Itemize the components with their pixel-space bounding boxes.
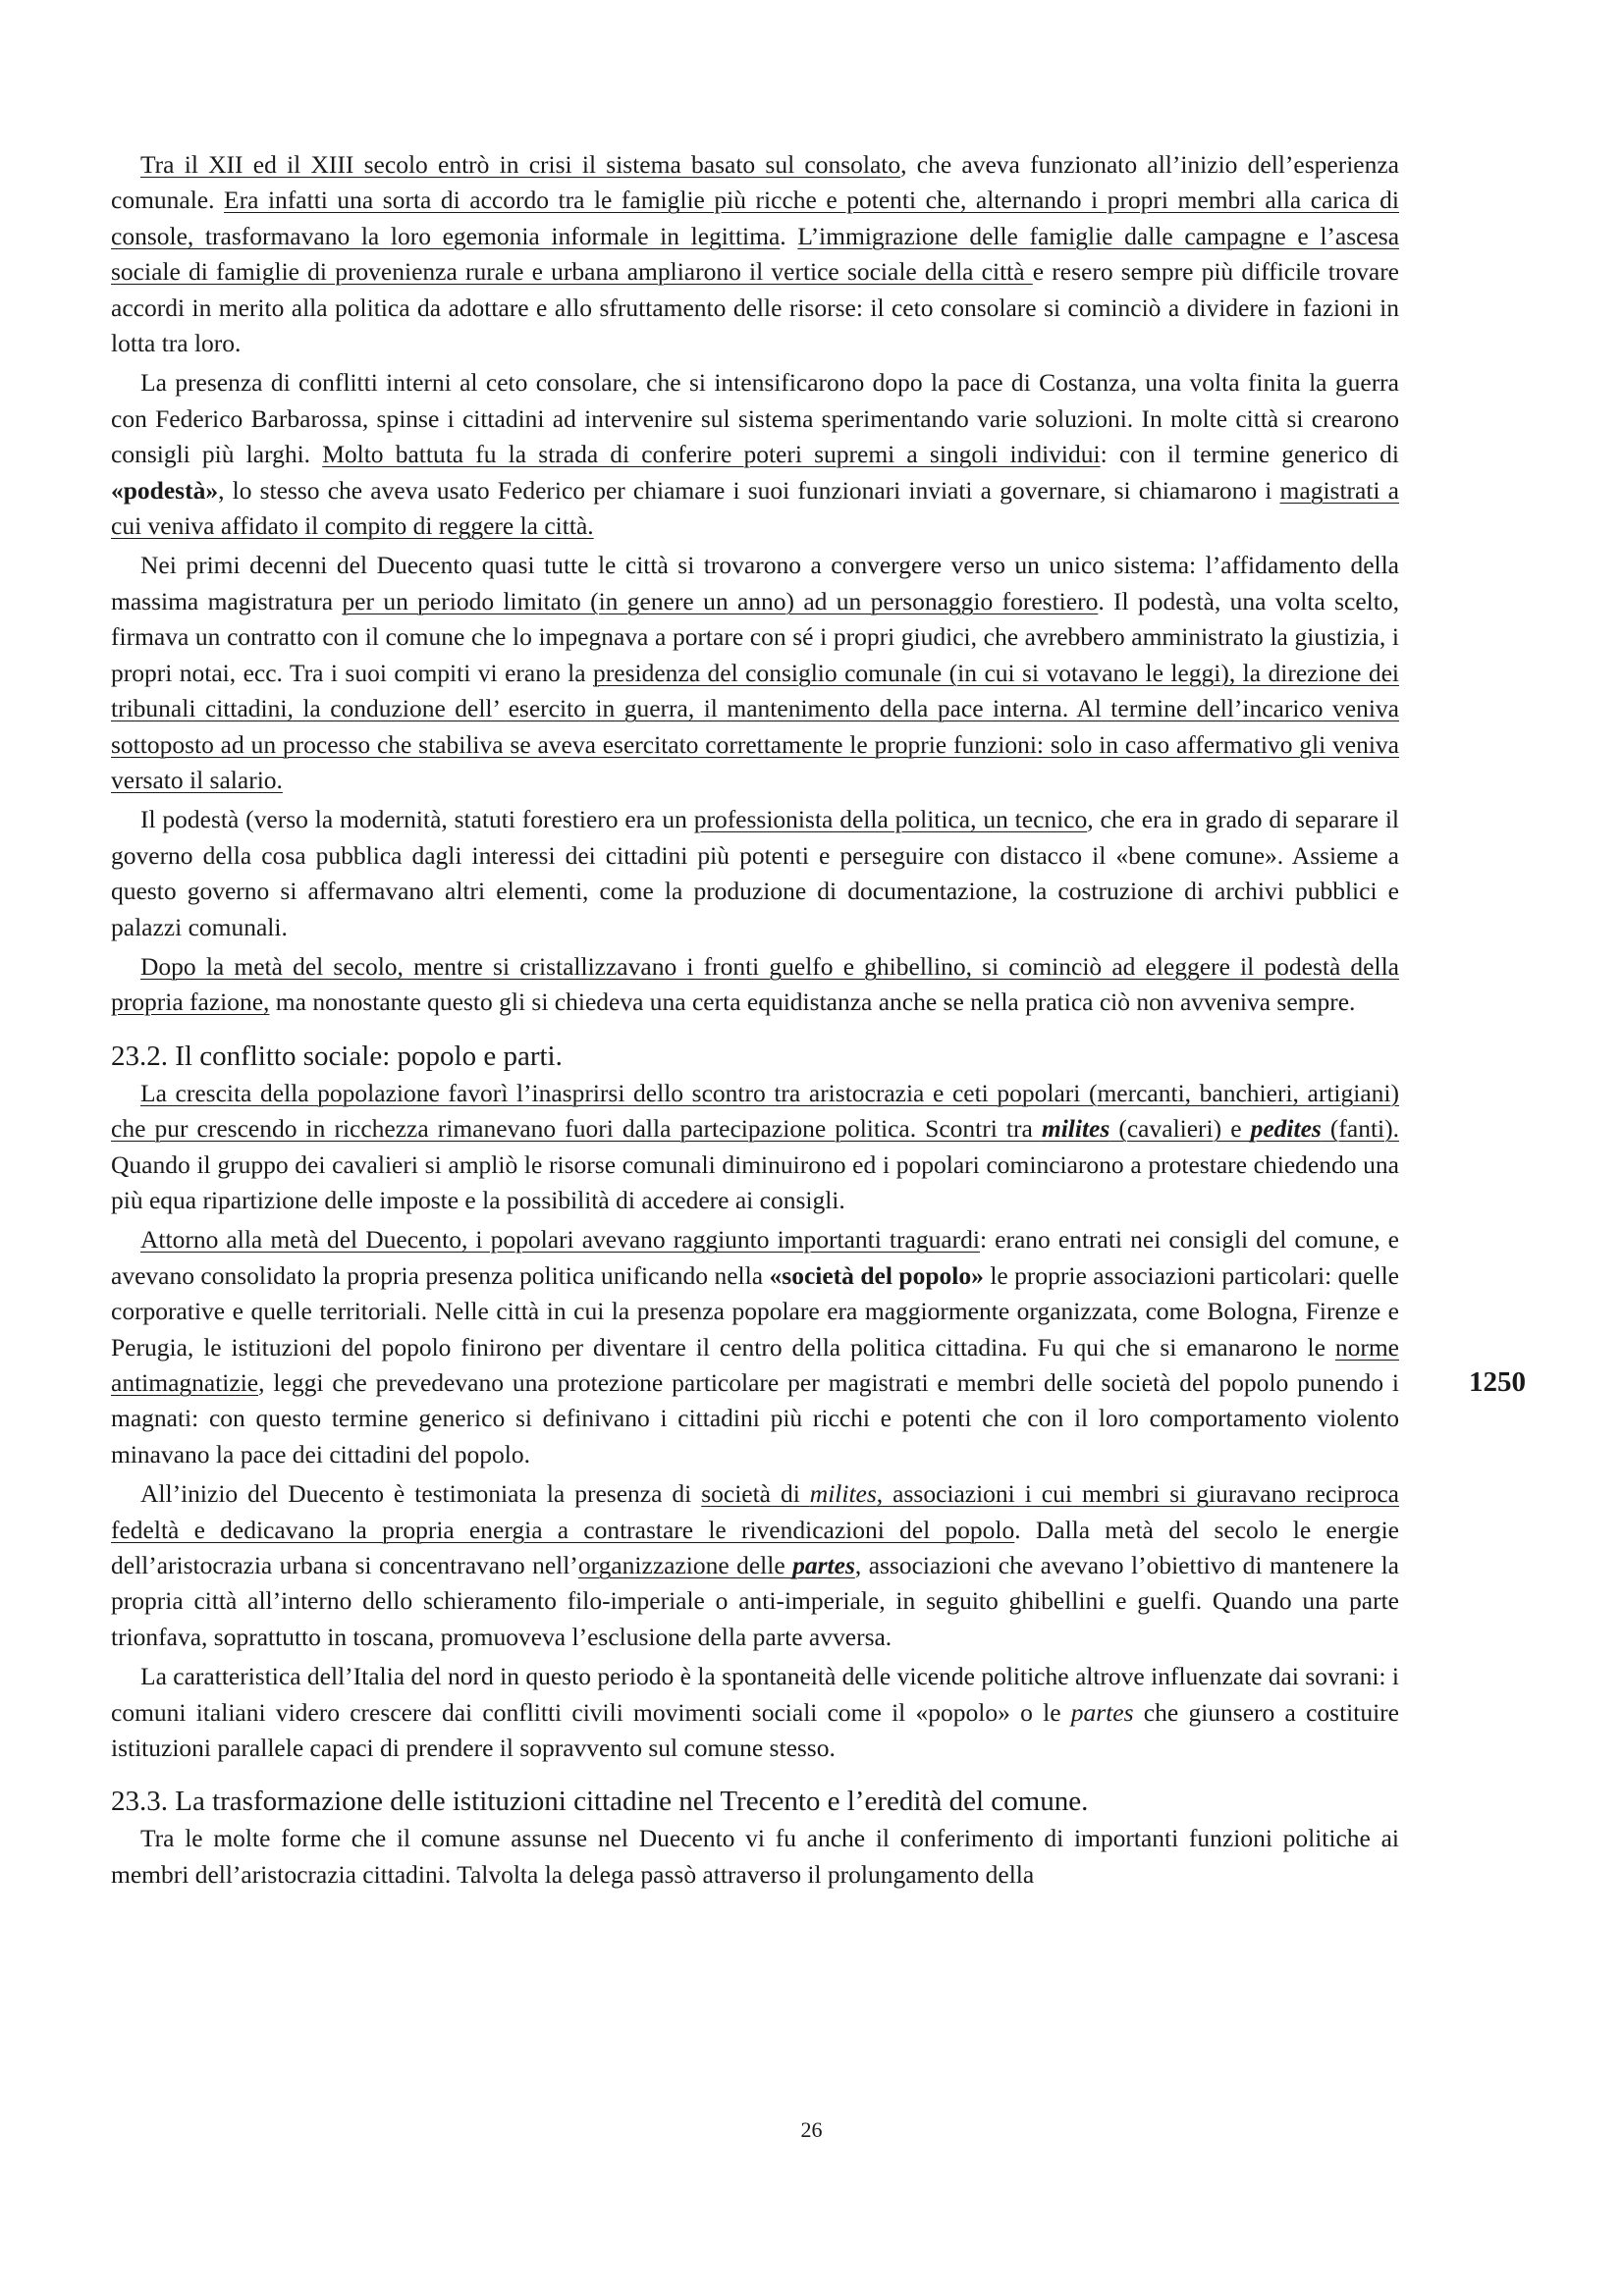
paragraph bbox=[111, 548, 1399, 798]
text-span: La caratteristica dell’Italia del nord in questo periodo è la spontaneità delle vicende politiche altrove influenzate dai sovrani: i comuni italiani videro crescere dai conflitti civili movimenti sociali come il «popolo» o le bbox=[111, 1662, 1399, 1727]
underlined-text: milites bbox=[809, 1479, 877, 1509]
body-text bbox=[111, 147, 1399, 1896]
text-span: , leggi che prevedevano una protezione particolare per magistrati e membri delle società del popolo punendo i magnati: con questo termine generico si definivano i cittadini più ricchi e potenti che con il loro comportamento violento minavano la pace dei cittadini del popolo. bbox=[111, 1368, 1399, 1468]
underlined-text: partes bbox=[792, 1551, 855, 1580]
margin-year-note: 1250 bbox=[1469, 1366, 1526, 1398]
underlined-text: milites bbox=[1041, 1114, 1110, 1144]
bold-term: «società del popolo» bbox=[769, 1260, 984, 1290]
underlined-text: professionista della politica, un tecnico bbox=[693, 805, 1088, 834]
text-span: 23.2. Il conflitto sociale: popolo e parti. bbox=[111, 1040, 563, 1072]
underlined-text: pedites bbox=[1250, 1114, 1322, 1144]
paragraph bbox=[111, 949, 1399, 1021]
underlined-text: Molto battuta fu la strada di conferire poteri supremi a singoli individui bbox=[322, 440, 1101, 469]
underlined-text: organizzazione delle bbox=[577, 1551, 793, 1580]
text-span: . Il podestà, una volta scelto, firmava un contratto con il comune che lo impegnava a portare con sé i propri giudici, che avrebbero amministrato la giustizia, i propri notai, ecc. Tra i suoi compiti vi erano la bbox=[111, 586, 1399, 687]
text-span: : con il termine generico di bbox=[1100, 440, 1399, 469]
underlined-text: magistrati a cui veniva affidato il compito di reggere la città. bbox=[111, 475, 1399, 541]
text-span: Quando il gruppo dei cavalieri si ampliò le risorse comunali diminuirono ed i popolari cominciarono a protestare chiedendo una più equa ripartizione delle imposte e la possibilità di accedere ai consigli. bbox=[111, 1149, 1399, 1214]
text-span: , lo stesso che aveva usato Federico per chiamare i suoi funzionari inviati a governare, si chiamarono i bbox=[218, 475, 1280, 505]
section-heading bbox=[111, 1784, 1399, 1819]
paragraph bbox=[111, 147, 1399, 361]
paragraph bbox=[111, 1222, 1399, 1472]
text-span: La presenza di conflitti interni al ceto consolare, che si intensificarono dopo la pace di Costanza, una volta finita la guerra con Federico Barbarossa, spinse i cittadini ad intervenire sul sistema sperimentando varie soluzioni. In molte città si crearono consigli più larghi. bbox=[111, 368, 1399, 469]
text-span: le proprie associazioni particolari: quelle corporative e quelle territoriali. Nelle città in cui la presenza popolare era maggiormente organizzata, come Bologna, Firenze e Perugia, le istituzioni del popolo finirono per diventare il centro della politica cittadina. Fu qui che si emanarono le bbox=[111, 1260, 1399, 1362]
text-span: , che era in grado di separare il governo della cosa pubblica dagli interessi dei cittadini più potenti e perseguire con distacco il «bene comune». Assieme a questo governo si affermavano altri elementi, come la produzione di documentazione, la costruzione di archivi pubblici e palazzi comunali. bbox=[111, 805, 1399, 941]
bold-term: «podestà» bbox=[111, 475, 219, 505]
paragraph bbox=[111, 1659, 1399, 1766]
underlined-text: (cavalieri) e bbox=[1109, 1114, 1251, 1144]
text-span: , associazioni che avevano l’obiettivo di mantenere la propria città all’interno dello schieramento filo-imperiale o anti-imperiale, in seguito ghibellini e guelfi. Quando una parte trionfava, soprattutto in toscana, promuoveva l’esclusione della parte avversa. bbox=[111, 1551, 1399, 1651]
paragraph bbox=[111, 1821, 1399, 1893]
underlined-text: L’immigrazione delle famiglie dalle campagne e l’ascesa sociale di famiglie di provenienza rurale e urbana ampliarono il vertice sociale della città bbox=[111, 221, 1400, 287]
text-span: . bbox=[780, 221, 798, 250]
underlined-text: Attorno alla metà del Duecento, i popolari avevano raggiunto importanti traguardi bbox=[140, 1225, 980, 1255]
text-span: , che aveva funzionato all’inizio dell’esperienza comunale. bbox=[111, 150, 1399, 215]
paragraph bbox=[111, 1476, 1399, 1655]
underlined-text: società di bbox=[701, 1479, 810, 1509]
text-span: ma nonostante questo gli si chiedeva una certa equidistanza anche se nella pratica ciò non avveniva sempre. bbox=[269, 988, 1356, 1017]
paragraph bbox=[111, 802, 1399, 945]
text-span: Il podestà (verso la modernità, statuti forestiero era un bbox=[140, 805, 694, 834]
text-span: Tra le molte forme che il comune assunse nel Duecento vi fu anche il conferimento di importanti funzioni politiche ai membri dell’aristocrazia cittadini. Talvolta la delega passò attraverso il prolungamento della bbox=[111, 1824, 1399, 1889]
underlined-text: (fanti). bbox=[1321, 1114, 1400, 1144]
underlined-text: La crescita della popolazione favorì l’inasprirsi dello scontro tra aristocrazia e ceti popolari (mercanti, banchieri, artigiani) che pur crescendo in ricchezza rimanevano fuori dalla partecipazione politica. Scontri tra bbox=[111, 1078, 1399, 1144]
text-span: che giunsero a costituire istituzioni parallele capaci di prendere il sopravvento sul comune stesso. bbox=[111, 1697, 1399, 1763]
underlined-text: Tra il XII ed il XIII secolo entrò in crisi il sistema basato sul consolato bbox=[140, 150, 901, 179]
underlined-text: , associazioni i cui membri si giuravano reciproca fedeltà e dedicavano la propria energia a contrastare le rivendicazioni del popolo bbox=[111, 1479, 1399, 1544]
section-heading bbox=[111, 1039, 1399, 1074]
text-span: All’inizio del Duecento è testimoniata la presenza di bbox=[140, 1479, 702, 1509]
page-number: 26 bbox=[800, 2117, 823, 2142]
underlined-text: presidenza del consiglio comunale (in cui si votavano le leggi), la direzione dei tribunali cittadini, la conduzione dell’ esercito in guerra, il mantenimento della pace interna. Al termine dell’incarico veniva sottoposto ad un processo che stabiliva se aveva esercitato correttamente le proprie funzioni: solo in caso affermativo gli veniva versato il salario. bbox=[111, 658, 1400, 794]
text-span: . Dalla metà del secolo le energie dell’aristocrazia urbana si concentravano nell’ bbox=[111, 1515, 1400, 1580]
text-span: e resero sempre più difficile trovare accordi in merito alla politica da adottare e allo sfruttamento delle risorse: il ceto consolare si cominciò a dividere in fazioni in lotta tra loro. bbox=[111, 257, 1400, 358]
underlined-text: norme antimagnatizie bbox=[111, 1332, 1399, 1397]
paragraph bbox=[111, 365, 1399, 544]
text-span: 23.3. La trasformazione delle istituzioni cittadine nel Trecento e l’eredità del comune. bbox=[111, 1786, 1089, 1818]
underlined-text: per un periodo limitato (in genere un anno) ad un personaggio forestiero bbox=[342, 586, 1099, 615]
underlined-text: Era infatti una sorta di accordo tra le famiglie più ricche e potenti che, alternando i propri membri alla carica di console, trasformavano la loro egemonia informale in legittima bbox=[111, 186, 1399, 250]
underlined-text: Dopo la metà del secolo, mentre si cristallizzavano i fronti guelfo e ghibellino, si cominciò ad eleggere il podestà della propria fazione, bbox=[111, 951, 1399, 1017]
text-span: partes bbox=[1070, 1697, 1134, 1727]
text-span: : erano entrati nei consigli del comune, e avevano consolidato la propria presenza politica unificando nella bbox=[111, 1225, 1399, 1290]
paragraph bbox=[111, 1076, 1399, 1219]
text-span: Nei primi decenni del Duecento quasi tutte le città si trovarono a convergere verso un unico sistema: l’affidamento della massima magistratura bbox=[111, 551, 1399, 615]
